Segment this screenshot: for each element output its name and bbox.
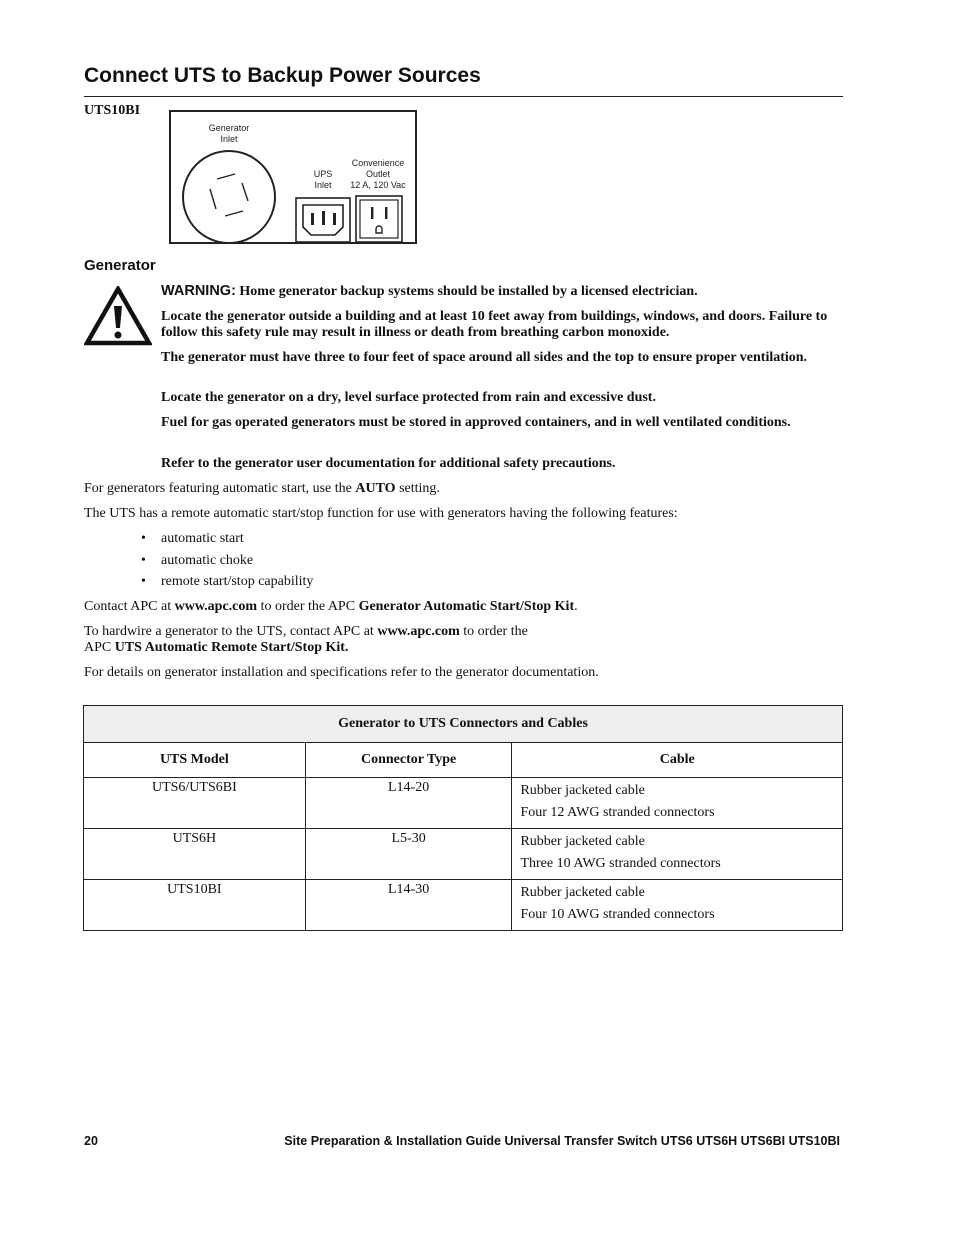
page-title: Connect UTS to Backup Power Sources — [84, 64, 481, 87]
column-header-cable: Cable — [512, 743, 843, 778]
contact-text: . — [574, 599, 578, 614]
hardwire-url-link[interactable]: www.apc.com — [377, 624, 460, 639]
remote-kit-name: UTS Automatic Remote Start/Stop Kit. — [114, 640, 349, 655]
cell-connector: L5-30 — [305, 829, 512, 880]
table-row — [84, 778, 843, 829]
warning-item-3: Locate the generator on a dry, level surface protected from rain and excessive dust. — [161, 390, 656, 405]
generator-inlet-label-line-1: Generator — [208, 123, 250, 133]
hardwire-text: To hardwire a generator to the UTS, contact APC at — [84, 624, 378, 639]
cell-cable — [512, 829, 843, 880]
auto-setting-suffix: setting. — [395, 481, 440, 496]
title-divider — [84, 96, 843, 97]
ups-inlet-icon — [295, 197, 351, 243]
cell-cable — [512, 880, 843, 931]
warning-intro — [161, 283, 851, 300]
outlet-label-line-2: Outlet — [365, 169, 390, 179]
cable-line-2: Three 10 AWG stranded connectors — [520, 856, 721, 871]
hardwire-text: to order the — [459, 624, 528, 639]
cell-connector: L14-30 — [305, 880, 512, 931]
warning-triangle-icon — [84, 286, 152, 346]
outlet-label-line-1: Convenience — [351, 158, 405, 168]
auto-setting-keyword: AUTO — [355, 481, 396, 496]
convenience-outlet-icon — [355, 195, 403, 243]
column-header-connector-type: Connector Type — [305, 743, 512, 778]
feature-text: remote start/stop capability — [161, 574, 314, 589]
generator-inlet-icon — [179, 149, 279, 245]
uts10bi-panel-diagram — [169, 110, 417, 244]
hardwire-paragraph — [84, 624, 844, 656]
contact-text: to order the APC — [257, 599, 359, 614]
model-label: UTS10BI — [84, 103, 141, 118]
warning-label: WARNING: — [161, 283, 236, 299]
feature-list-item: • remote start/stop capability — [141, 574, 314, 589]
warning-item-1: Locate the generator outside a building and at least 10 feet away from buildings, windows, and doors. Failure to follow this safety rule may result in illness or death from breathing carbon monoxide. — [161, 309, 828, 340]
remote-function-paragraph: The UTS has a remote automatic start/stop function for use with generators having the following features: — [84, 506, 678, 521]
table-row — [84, 829, 843, 880]
hardwire-text: APC — [84, 640, 115, 655]
cell-connector: L14-20 — [305, 778, 512, 829]
column-header-uts-model: UTS Model — [84, 743, 306, 778]
cell-model: UTS10BI — [84, 880, 306, 931]
warning-item-2: The generator must have three to four feet of space around all sides and the top to ensure proper ventilation. — [161, 350, 808, 365]
auto-setting-paragraph — [84, 481, 844, 497]
feature-text: automatic start — [161, 531, 244, 546]
convenience-outlet-label — [341, 158, 415, 191]
table-caption: Generator to UTS Connectors and Cables — [84, 706, 843, 743]
feature-list-item: • automatic choke — [141, 553, 254, 568]
cell-model: UTS6/UTS6BI — [84, 778, 306, 829]
auto-setting-prefix: For generators featuring automatic start, use the — [84, 481, 356, 496]
contact-text: Contact APC at — [84, 599, 175, 614]
start-stop-kit-name: Generator Automatic Start/Stop Kit — [358, 599, 575, 614]
warning-intro-text: Home generator backup systems should be installed by a licensed electrician. — [235, 284, 698, 299]
page-number: 20 — [84, 1134, 98, 1148]
details-paragraph: For details on generator installation and specifications refer to the generator documentation. — [84, 665, 599, 680]
connectors-cables-table — [83, 705, 843, 931]
cable-line-1: Rubber jacketed cable — [520, 834, 645, 849]
ups-inlet-label-line-2: Inlet — [314, 180, 332, 190]
generator-inlet-label-line-2: Inlet — [220, 134, 238, 144]
cable-line-2: Four 12 AWG stranded connectors — [520, 805, 715, 820]
table-row — [84, 880, 843, 931]
warning-item-5: Refer to the generator user documentation for additional safety precautions. — [161, 456, 616, 471]
contact-url-link[interactable]: www.apc.com — [174, 599, 258, 614]
generator-inlet-label — [193, 123, 265, 145]
cell-model: UTS6H — [84, 829, 306, 880]
cable-line-1: Rubber jacketed cable — [520, 885, 645, 900]
warning-item-4: Fuel for gas operated generators must be stored in approved containers, and in well ventilated conditions. — [161, 415, 791, 430]
cable-line-1: Rubber jacketed cable — [520, 783, 645, 798]
feature-list-item: • automatic start — [141, 531, 244, 546]
contact-paragraph — [84, 599, 844, 615]
feature-text: automatic choke — [161, 553, 254, 568]
ups-inlet-label-line-1: UPS — [313, 169, 333, 179]
cell-cable — [512, 778, 843, 829]
ups-inlet-label — [305, 169, 341, 191]
footer-guide-title: Site Preparation & Installation Guide Universal Transfer Switch UTS6 UTS6H UTS6BI UTS10BI — [284, 1134, 840, 1148]
generator-heading: Generator — [84, 257, 156, 274]
cable-line-2: Four 10 AWG stranded connectors — [520, 907, 715, 922]
outlet-label-line-3: 12 A, 120 Vac — [350, 180, 406, 190]
